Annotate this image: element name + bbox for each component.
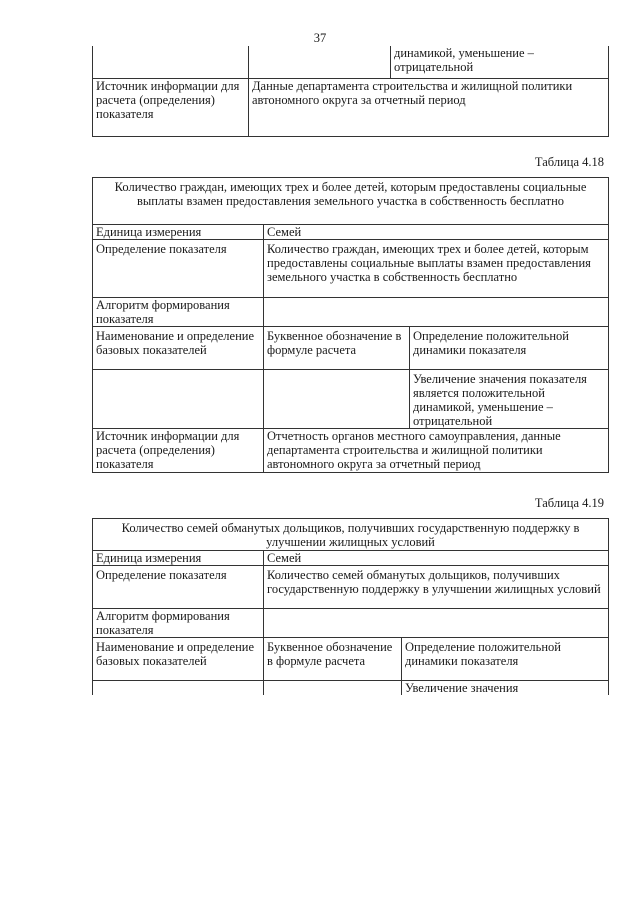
empty-cell bbox=[93, 46, 249, 78]
unit-label: Единица измерения bbox=[93, 225, 264, 240]
table-caption-4-18: Таблица 4.18 bbox=[534, 155, 604, 169]
table-row bbox=[93, 225, 609, 240]
definition-label: Определение показателя bbox=[93, 566, 264, 609]
table-row bbox=[93, 178, 609, 225]
base-indicators-label: Наименование и определение базовых показателей bbox=[93, 327, 264, 370]
table-row bbox=[93, 327, 609, 370]
empty-cell bbox=[264, 370, 410, 429]
table-row bbox=[93, 46, 609, 78]
table-row bbox=[93, 370, 609, 429]
table-title: Количество граждан, имеющих трех и более детей, которым предоставлены социальные выплаты взамен предоставления земельного участка в собственность бесплатно bbox=[93, 178, 609, 225]
algorithm-label: Алгоритм формирования показателя bbox=[93, 609, 264, 638]
table-row bbox=[93, 240, 609, 298]
dynamics-header: Определение положительной динамики показателя bbox=[410, 327, 609, 370]
table-4-18 bbox=[92, 177, 609, 473]
table-row bbox=[93, 519, 609, 551]
table-row bbox=[93, 78, 609, 136]
algorithm-value bbox=[264, 609, 609, 638]
table-row bbox=[93, 566, 609, 609]
source-label: Источник информации для расчета (определения) показателя bbox=[93, 429, 264, 473]
continuation-table bbox=[92, 46, 609, 137]
definition-value: Количество граждан, имеющих трех и более детей, которым предоставлены социальные выплаты взамен предоставления земельного участка в собственность бесплатно bbox=[264, 240, 609, 298]
unit-value: Семей bbox=[264, 551, 609, 566]
base-indicators-label: Наименование и определение базовых показателей bbox=[93, 638, 264, 681]
unit-value: Семей bbox=[264, 225, 609, 240]
source-label: Источник информации для расчета (определения) показателя bbox=[93, 78, 249, 136]
table-4-19 bbox=[92, 518, 609, 695]
table-row bbox=[93, 298, 609, 327]
algorithm-value bbox=[264, 298, 609, 327]
dynamics-value: Увеличение значения bbox=[402, 681, 609, 696]
unit-label: Единица измерения bbox=[93, 551, 264, 566]
source-value: Данные департамента строительства и жилищной политики автономного округа за отчетный период bbox=[249, 78, 609, 136]
algorithm-label: Алгоритм формирования показателя bbox=[93, 298, 264, 327]
empty-cell bbox=[93, 370, 264, 429]
empty-cell bbox=[93, 681, 264, 696]
table-caption-4-19: Таблица 4.19 bbox=[534, 496, 604, 510]
table-row bbox=[93, 429, 609, 473]
dynamics-header: Определение положительной динамики показателя bbox=[402, 638, 609, 681]
letter-designation-header: Буквенное обозначение в формуле расчета bbox=[264, 327, 410, 370]
table-title: Количество семей обманутых дольщиков, получивших государственную поддержку в улучшении жилищных условий bbox=[93, 519, 609, 551]
table-row bbox=[93, 638, 609, 681]
empty-cell bbox=[264, 681, 402, 696]
definition-value: Количество семей обманутых дольщиков, получивших государственную поддержку в улучшении жилищных условий bbox=[264, 566, 609, 609]
definition-label: Определение показателя bbox=[93, 240, 264, 298]
table-row bbox=[93, 681, 609, 696]
dynamics-value: Увеличение значения показателя является положительной динамикой, уменьшение – отрицательной bbox=[410, 370, 609, 429]
source-value: Отчетность органов местного самоуправления, данные департамента строительства и жилищной политики автономного округа за отчетный период bbox=[264, 429, 609, 473]
empty-cell bbox=[249, 46, 391, 78]
table-row bbox=[93, 609, 609, 638]
dynamics-continuation: динамикой, уменьшение – отрицательной bbox=[391, 46, 609, 78]
page-number: 37 bbox=[313, 31, 327, 45]
table-row bbox=[93, 551, 609, 566]
letter-designation-header: Буквенное обозначение в формуле расчета bbox=[264, 638, 402, 681]
